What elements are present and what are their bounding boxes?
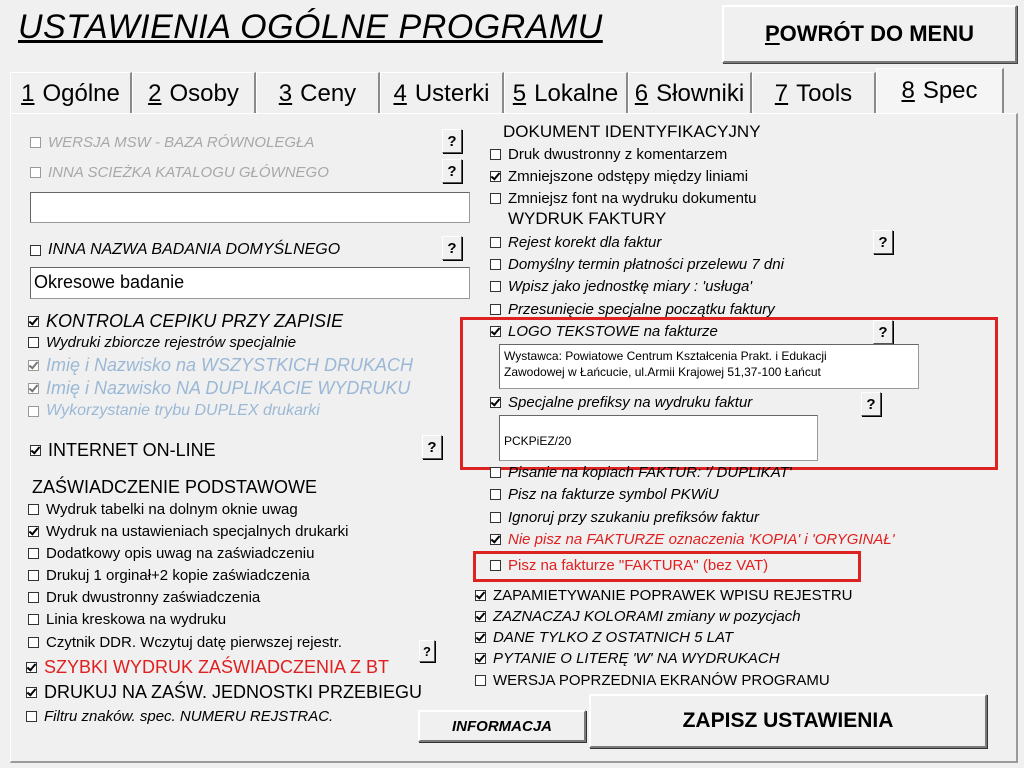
checkbox-box xyxy=(490,259,501,270)
checkbox-label: Nie pisz na FAKTURZE oznaczenia 'KOPIA' i 'ORYGINAŁ' xyxy=(508,531,895,548)
zapisz-ustawienia-button[interactable]: ZAPISZ USTAWIENIA xyxy=(589,694,987,748)
pisz-faktura-checkbox[interactable] xyxy=(490,557,768,574)
checkbox-label: ZAPAMIETYWANIE POPRAWEK WPISU REJESTRU xyxy=(493,587,853,604)
tab-hotkey: 8 xyxy=(901,77,915,104)
tab-ogolne[interactable] xyxy=(10,72,132,114)
imie-duplikacie-checkbox[interactable] xyxy=(28,378,410,399)
checkbox-label: Domyślny termin płatności przelewu 7 dni xyxy=(508,256,784,273)
faktury-option[interactable] xyxy=(490,301,775,318)
wydruk-faktury-heading: WYDRUK FAKTURY xyxy=(508,209,667,228)
duplex-checkbox[interactable] xyxy=(28,402,320,420)
tab-label: Ogólne xyxy=(42,79,120,107)
inna-nazwa-checkbox[interactable] xyxy=(30,241,340,259)
checkbox-label: Druk dwustronny z komentarzem xyxy=(508,146,728,163)
checkbox-label: Specjalne prefiksy na wydruku faktur xyxy=(508,394,753,411)
tab-hotkey: 2 xyxy=(148,79,162,107)
zaswiadczenie-option[interactable] xyxy=(28,589,260,606)
checkbox-box xyxy=(26,662,37,673)
help-button[interactable]: ? xyxy=(422,435,442,459)
zaswiadczenie-option[interactable] xyxy=(28,501,298,518)
zaswiadczenie-heading: ZAŚWIADCZENIE PODSTAWOWE xyxy=(32,477,318,497)
faktury-option[interactable] xyxy=(490,464,792,481)
faktury-option[interactable] xyxy=(490,509,759,526)
zaswiadczenie-option[interactable] xyxy=(28,611,226,628)
checkbox-label: Imię i Nazwisko na WSZYSTKICH DRUKACH xyxy=(46,355,414,375)
specjalne-prefiksy-checkbox[interactable] xyxy=(490,394,752,411)
filtr-znakow-checkbox[interactable] xyxy=(26,708,333,725)
checkbox-label: SZYBKI WYDRUK ZAŚWIADCZENIA Z BT xyxy=(44,657,390,677)
tab-hotkey: 5 xyxy=(512,79,527,107)
faktury-option[interactable] xyxy=(490,256,784,273)
tab-hotkey: 7 xyxy=(774,79,789,107)
zaswiadczenie-option[interactable] xyxy=(28,567,310,584)
help-button[interactable]: ? xyxy=(442,129,462,153)
tab-tools[interactable] xyxy=(752,72,876,114)
tab-label: Lokalne xyxy=(534,79,619,107)
tab-label: Słowniki xyxy=(656,79,745,107)
faktury-option[interactable] xyxy=(490,234,661,251)
tab-lokalne[interactable] xyxy=(504,72,628,114)
checkbox-label: Zmniejsz font na wydruku dokumentu xyxy=(508,190,757,207)
tab-osoby[interactable] xyxy=(132,72,256,114)
checkbox-label: Zmniejszone odstępy między liniami xyxy=(508,168,749,185)
checkbox-box xyxy=(28,337,39,348)
checkbox-box xyxy=(490,171,501,182)
checkbox-box xyxy=(475,653,486,664)
checkbox-box xyxy=(490,489,501,500)
checkbox-label: Wykorzystanie trybu DUPLEX drukarki xyxy=(46,402,320,419)
logo-text-input[interactable] xyxy=(499,344,919,389)
tab-slowniki[interactable] xyxy=(628,72,752,114)
tab-label: Usterki xyxy=(414,79,490,107)
tab-hotkey: 1 xyxy=(21,79,35,107)
checkbox-box xyxy=(28,592,39,603)
szybki-wydruk-checkbox[interactable] xyxy=(26,657,389,678)
tab-spec[interactable] xyxy=(876,68,1004,114)
drukuj-jednostki-checkbox[interactable] xyxy=(26,682,422,703)
checkbox-box xyxy=(475,590,486,601)
checkbox-box xyxy=(490,467,501,478)
general-option[interactable] xyxy=(475,629,733,646)
checkbox-box xyxy=(30,137,41,148)
dokument-option[interactable] xyxy=(490,168,748,185)
checkbox-box xyxy=(475,611,486,622)
checkbox-label: INTERNET ON-LINE xyxy=(48,440,216,460)
checkbox-label: Wydruk tabelki na dolnym oknie uwag xyxy=(46,501,298,518)
checkbox-label: DANE TYLKO Z OSTATNICH 5 LAT xyxy=(493,629,734,646)
checkbox-box xyxy=(26,711,37,722)
faktury-option[interactable] xyxy=(490,278,752,295)
wersja-msw-checkbox[interactable] xyxy=(30,134,314,151)
inna-sciezka-checkbox[interactable] xyxy=(30,164,329,181)
checkbox-label: Dodatkowy opis uwag na zaświadczeniu xyxy=(46,545,315,562)
checkbox-box xyxy=(26,687,37,698)
nie-pisz-kopia-checkbox[interactable] xyxy=(490,531,895,548)
general-option[interactable] xyxy=(475,608,801,625)
checkbox-box xyxy=(490,281,501,292)
checkbox-label: KONTROLA CEPIKU PRZY ZAPISIE xyxy=(46,311,344,331)
checkbox-label: INNA NAZWA BADANIA DOMYŚLNEGO xyxy=(48,241,341,258)
checkbox-label: WERSJA POPRZEDNIA EKRANÓW PROGRAMU xyxy=(493,672,830,689)
checkbox-box xyxy=(28,526,39,537)
general-option[interactable] xyxy=(475,672,830,689)
zaswiadczenie-option[interactable] xyxy=(28,523,349,540)
checkbox-label: Wydruki zbiorcze rejestrów specjalnie xyxy=(46,334,297,351)
checkbox-label: Wydruk na ustawieniach specjalnych drukarki xyxy=(46,523,349,540)
checkbox-label: Czytnik DDR. Wczytuj datę pierwszej rejestr. xyxy=(46,634,342,651)
checkbox-label: Pisz na fakturze symbol PKWiU xyxy=(508,486,719,503)
checkbox-box xyxy=(475,675,486,686)
checkbox-label: Pisanie na kopiach FAKTUR: '/ DUPLIKAT' xyxy=(508,464,792,481)
imie-wszystkich-checkbox[interactable] xyxy=(28,355,413,376)
checkbox-label: PYTANIE O LITERĘ 'W' NA WYDRUKACH xyxy=(493,650,780,667)
checkbox-label: DRUKUJ NA ZAŚW. JEDNOSTKI PRZEBIEGU xyxy=(44,682,423,702)
help-button[interactable]: ? xyxy=(873,320,893,344)
checkbox-label: WERSJA MSW - BAZA RÓWNOLEGŁA xyxy=(48,134,315,151)
tab-label: Ceny xyxy=(300,79,357,107)
wydruki-zbiorcze-checkbox[interactable] xyxy=(28,334,296,351)
checkbox-box xyxy=(28,504,39,515)
dokument-option[interactable] xyxy=(490,190,756,207)
checkbox-label: Imię i Nazwisko NA DUPLIKACIE WYDRUKU xyxy=(46,378,411,398)
logo-text-line: Zawodowej w Łańcucie, ul.Armii Krajowej 51,37-100 Łańcut xyxy=(504,365,821,379)
internet-online-checkbox[interactable] xyxy=(30,440,216,461)
help-button[interactable]: ? xyxy=(442,159,462,183)
nazwa-badania-input[interactable]: Okresowe badanie xyxy=(30,267,470,299)
tab-label: Spec xyxy=(922,77,978,104)
checkbox-label: ZAZNACZAJ KOLORAMI zmiany w pozycjach xyxy=(493,608,801,625)
checkbox-label: Przesunięcie specjalne początku faktury xyxy=(508,301,775,318)
checkbox-box xyxy=(28,637,39,648)
general-option[interactable] xyxy=(475,650,780,667)
checkbox-box xyxy=(28,406,39,417)
checkbox-box xyxy=(28,383,39,394)
checkbox-box xyxy=(475,632,486,643)
checkbox-box xyxy=(490,534,501,545)
checkbox-box xyxy=(490,237,501,248)
checkbox-label: Ignoruj przy szukaniu prefiksów faktur xyxy=(508,509,759,526)
informacja-button[interactable]: INFORMACJA xyxy=(418,710,586,742)
dokument-option[interactable] xyxy=(490,146,727,163)
prefiks-input[interactable]: PCKPiEZ/20 xyxy=(499,415,818,461)
checkbox-box xyxy=(30,445,41,456)
checkbox-label: Filtru znaków. spec. NUMERU REJSTRAC. xyxy=(44,708,334,725)
general-option[interactable] xyxy=(475,587,852,604)
tab-hotkey: 6 xyxy=(634,79,649,107)
zaswiadczenie-option[interactable] xyxy=(28,634,342,651)
sciezka-input[interactable] xyxy=(30,192,470,223)
dokument-heading: DOKUMENT IDENTYFIKACYJNY xyxy=(503,122,761,141)
checkbox-label: Drukuj 1 orginał+2 kopie zaświadczenia xyxy=(46,567,310,584)
tab-hotkey: 4 xyxy=(393,79,407,107)
tab-ceny[interactable] xyxy=(256,72,380,114)
checkbox-box xyxy=(490,304,501,315)
checkbox-box xyxy=(490,512,501,523)
checkbox-box xyxy=(490,397,501,408)
help-button[interactable]: ? xyxy=(442,236,462,260)
help-button[interactable]: ? xyxy=(873,230,893,254)
logo-tekstowe-checkbox[interactable] xyxy=(490,323,718,340)
checkbox-box xyxy=(28,570,39,581)
checkbox-label: LOGO TEKSTOWE na fakturze xyxy=(508,323,718,340)
kontrola-cepiku-checkbox[interactable] xyxy=(28,311,343,332)
checkbox-box xyxy=(490,560,501,571)
checkbox-box xyxy=(490,193,501,204)
help-button[interactable]: ? xyxy=(861,392,881,416)
checkbox-label: Pisz na fakturze "FAKTURA" (bez VAT) xyxy=(508,557,769,574)
window-title: USTAWIENIA OGÓLNE PROGRAMU xyxy=(18,8,603,46)
checkbox-box xyxy=(30,245,41,256)
checkbox-box xyxy=(490,149,501,160)
checkbox-label: Rejest korekt dla faktur xyxy=(508,234,662,251)
back-to-menu-label: OWRÓT DO MENU xyxy=(779,21,974,46)
checkbox-label: Druk dwustronny zaświadczenia xyxy=(46,589,261,606)
checkbox-box xyxy=(490,326,501,337)
checkbox-box xyxy=(28,316,39,327)
tab-hotkey: 3 xyxy=(278,79,293,107)
tab-label: Osoby xyxy=(169,79,239,107)
checkbox-box xyxy=(28,360,39,371)
back-to-menu-button[interactable] xyxy=(722,5,1017,63)
checkbox-box xyxy=(30,167,41,178)
logo-text-line: Wystawca: Powiatowe Centrum Kształcenia Prakt. i Edukacji xyxy=(504,349,827,363)
checkbox-label: Linia kreskowa na wydruku xyxy=(46,611,227,628)
checkbox-box xyxy=(28,548,39,559)
checkbox-label: INNA SCIEŻKA KATALOGU GŁÓWNEGO xyxy=(48,164,329,181)
tab-usterki[interactable] xyxy=(380,72,504,114)
tab-label: Tools xyxy=(796,79,853,107)
help-button[interactable]: ? xyxy=(419,640,435,662)
checkbox-box xyxy=(28,614,39,625)
back-to-menu-hotkey: P xyxy=(764,21,780,46)
checkbox-label: Wpisz jako jednostkę miary : 'usługa' xyxy=(508,278,753,295)
faktury-option[interactable] xyxy=(490,486,719,503)
zaswiadczenie-option[interactable] xyxy=(28,545,314,562)
